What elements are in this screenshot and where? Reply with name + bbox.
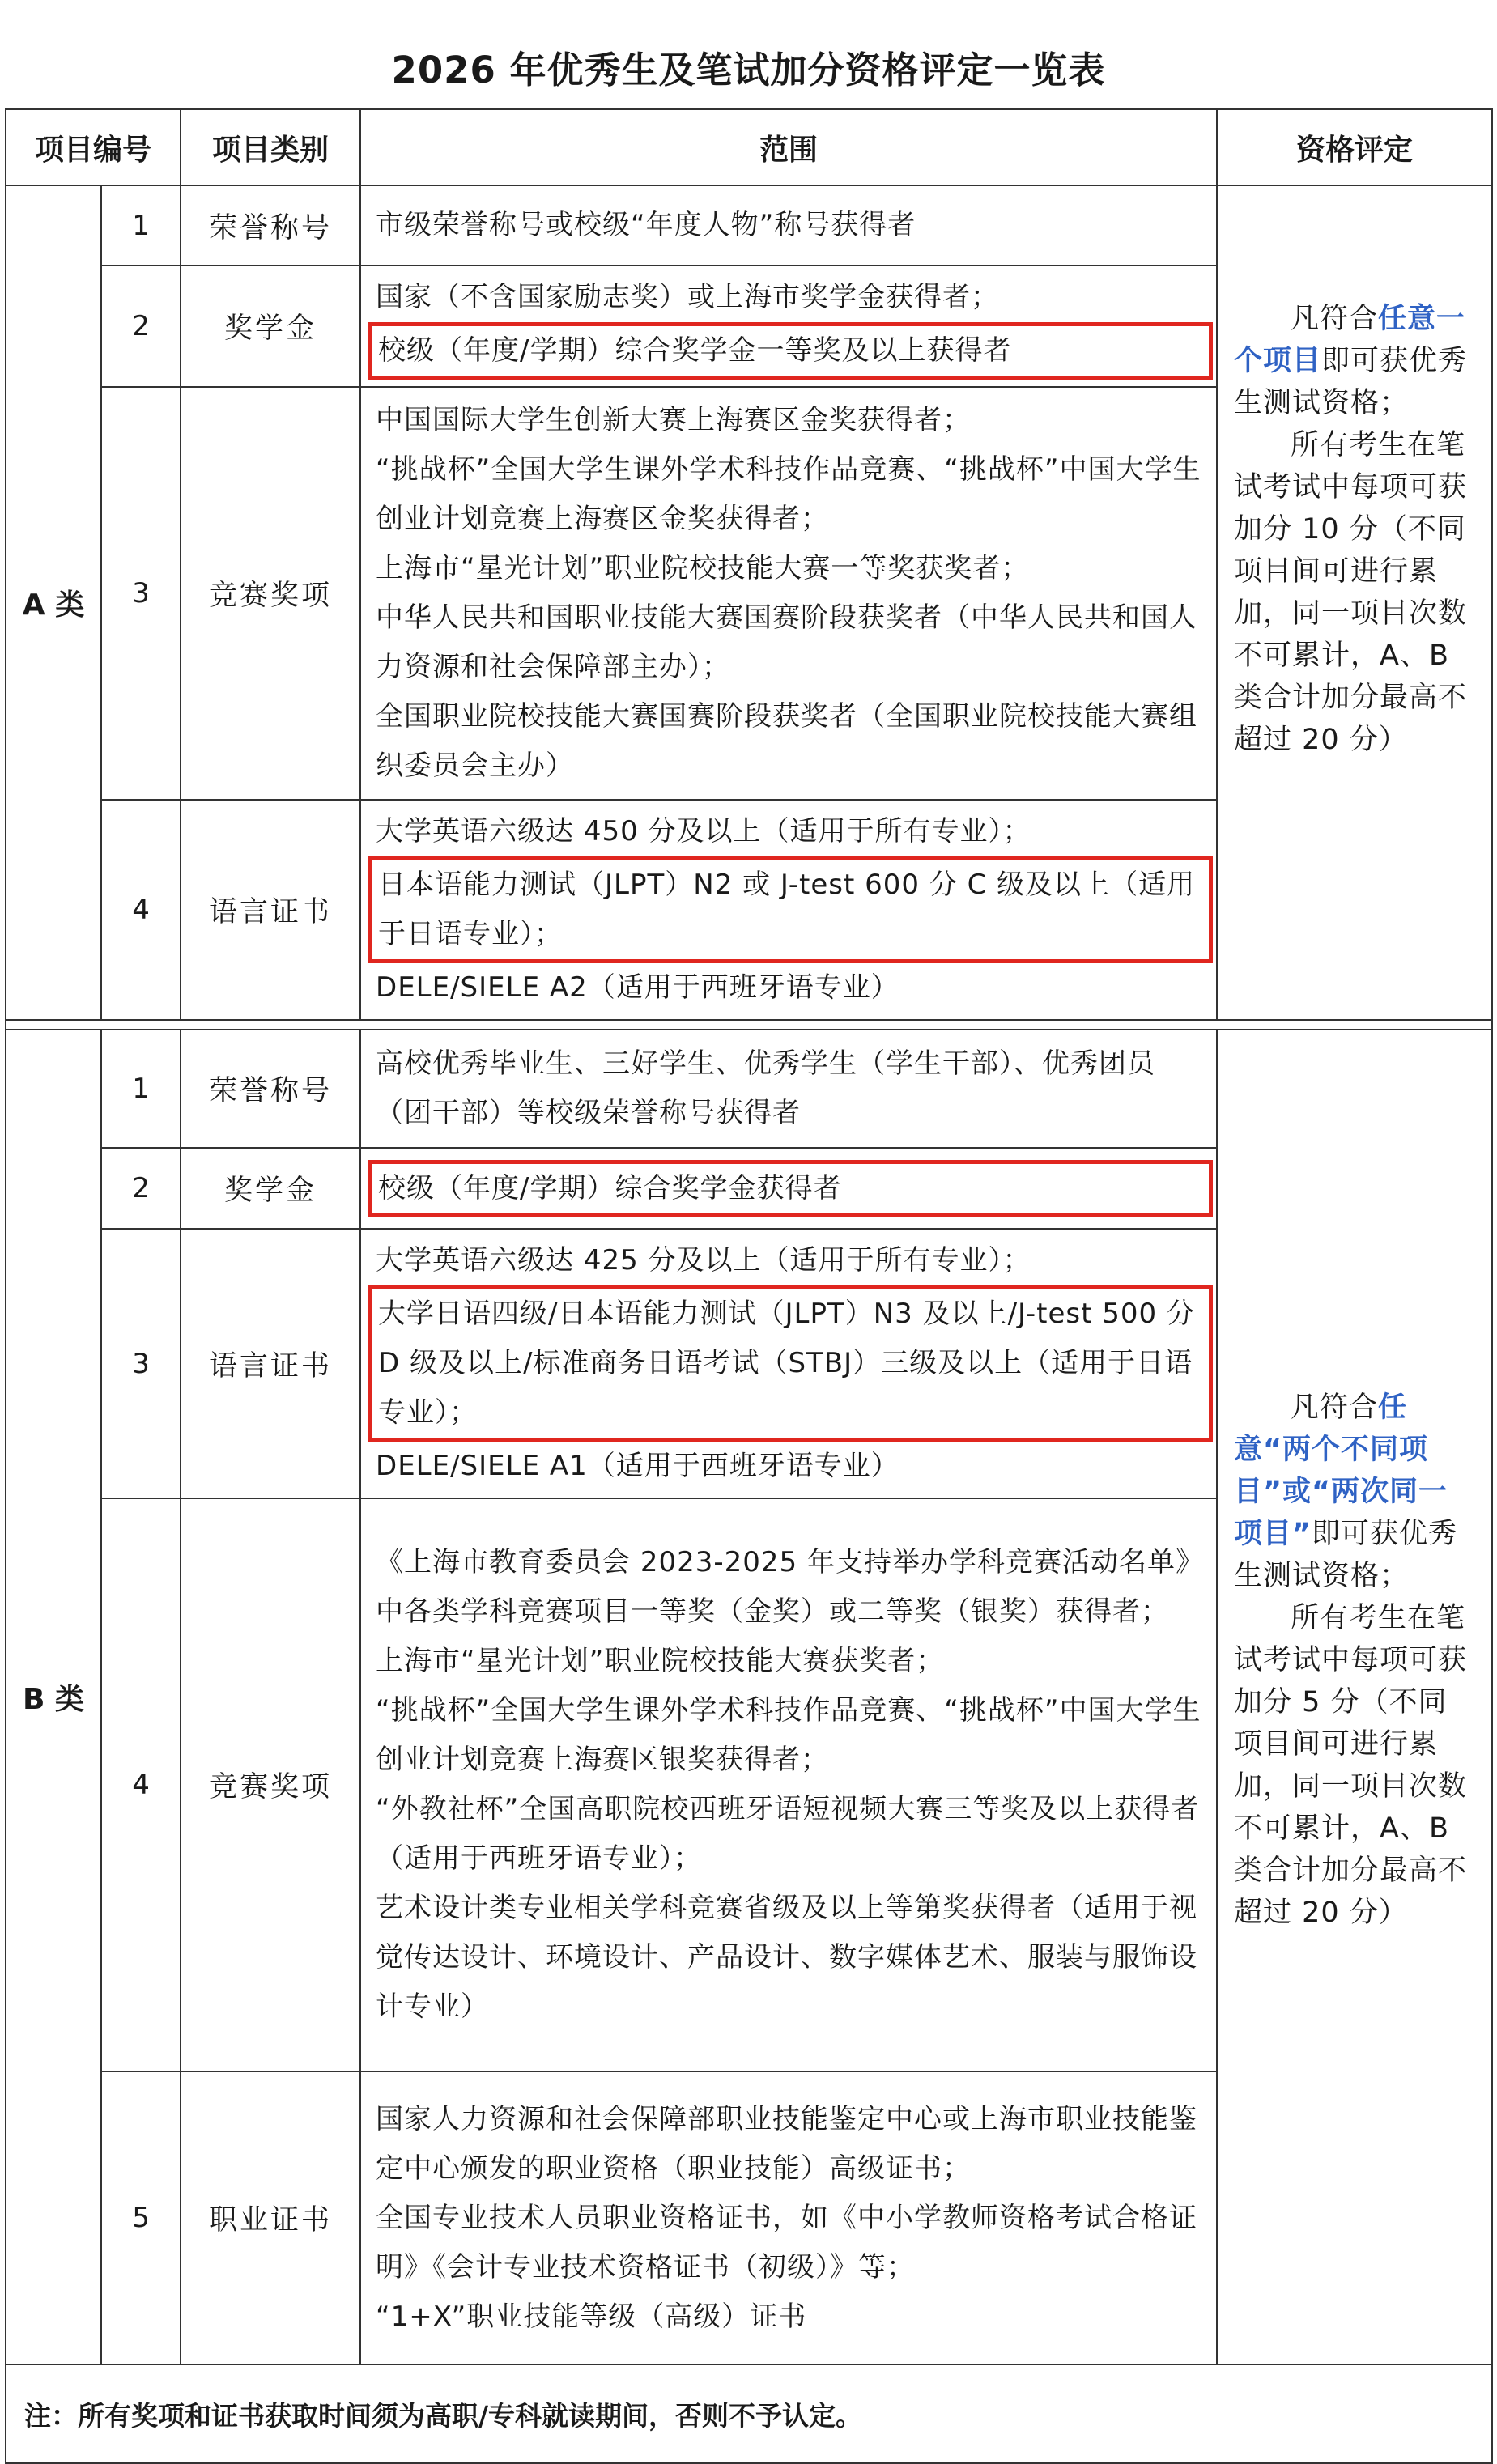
range-line: 国家（不含国家励志奖）或上海市奖学金获得者；	[376, 281, 1000, 313]
qual-text: 即可获优秀生测试资格；	[1234, 345, 1468, 419]
range-line: 全国专业技术人员职业资格证书，如《中小学教师资格考试合格证明》《会计专业技术资格证书（初级）》等；	[376, 2201, 1198, 2283]
row-type: 语言证书	[181, 800, 360, 1020]
header-range: 范围	[360, 109, 1217, 185]
range-line: DELE/SIELE A1（适用于西班牙语专业）	[376, 1450, 899, 1482]
qual-text: 凡符合	[1291, 1391, 1379, 1424]
row-range	[360, 266, 1217, 387]
range-line: 艺术设计类专业相关学科竞赛省级及以上等第奖获得者（适用于视觉传达设计、环境设计、产品设计、数字媒体艺术、服装与服饰设计专业）	[376, 1892, 1198, 2023]
qual-bonus-text: 所有考生在笔试考试中每项可获加分 5 分（不同项目间可进行累加，同一项目次数不可累计，A、B 类合计加分最高不超过 20 分）	[1234, 1602, 1468, 1929]
category-b-label: B 类	[6, 1030, 101, 2364]
table-row	[6, 185, 1492, 266]
row-range	[360, 1498, 1217, 2071]
row-range	[360, 185, 1217, 266]
qualification-a	[1217, 185, 1492, 1020]
row-number: 3	[101, 387, 181, 800]
header-project-id: 项目编号	[6, 109, 181, 185]
highlighted-range-line: 大学日语四级/日本语能力测试（JLPT）N3 及以上/J-test 500 分 D 级及以上/标准商务日语考试（STBJ）三级及以上（适用于日语专业）；	[368, 1285, 1213, 1442]
qual-text: 即可获优秀生测试资格；	[1234, 1518, 1458, 1592]
row-number: 1	[101, 1030, 181, 1148]
highlighted-range-line: 日本语能力测试（JLPT）N2 或 J-test 600 分 C 级及以上（适用于日语专业）；	[368, 856, 1213, 963]
row-range	[360, 1030, 1217, 1148]
row-type: 荣誉称号	[181, 1030, 360, 1148]
qualification-b	[1217, 1030, 1492, 2364]
range-line: 全国职业院校技能大赛国赛阶段获奖者（全国职业院校技能大赛组织委员会主办）	[376, 700, 1198, 782]
range-line: 上海市“星光计划”职业院校技能大赛获奖者；	[376, 1645, 945, 1677]
highlighted-range-line: 校级（年度/学期）综合奖学金一等奖及以上获得者	[368, 322, 1213, 380]
row-number: 1	[101, 185, 181, 266]
range-line: 市级荣誉称号或校级“年度人物”称号获得者	[376, 209, 916, 241]
row-type: 竞赛奖项	[181, 387, 360, 800]
range-line: “外教社杯”全国高职院校西班牙语短视频大赛三等奖及以上获得者（适用于西班牙语专业）；	[376, 1793, 1200, 1875]
row-range	[360, 387, 1217, 800]
row-range	[360, 1229, 1217, 1498]
row-number: 4	[101, 1498, 181, 2071]
table-row	[6, 1030, 1492, 1148]
category-a-label: A 类	[6, 185, 101, 1020]
row-number: 2	[101, 1148, 181, 1229]
highlighted-range-line: 校级（年度/学期）综合奖学金获得者	[368, 1160, 1213, 1217]
qual-text: 凡符合	[1291, 303, 1379, 335]
row-number: 5	[101, 2071, 181, 2364]
page-title: 2026 年优秀生及笔试加分资格评定一览表	[391, 49, 1106, 91]
row-number: 2	[101, 266, 181, 387]
qual-bonus-text: 所有考生在笔试考试中每项可获加分 10 分（不同项目间可进行累加，同一项目次数不可累计，A、B 类合计加分最高不超过 20 分）	[1234, 429, 1468, 756]
range-line: 大学英语六级达 425 分及以上（适用于所有专业）；	[376, 1244, 1031, 1277]
range-line: 大学英语六级达 450 分及以上（适用于所有专业）；	[376, 815, 1031, 848]
row-type: 奖学金	[181, 266, 360, 387]
range-line: 高校优秀毕业生、三好学生、优秀学生（学生干部）、优秀团员（团干部）等校级荣誉称号获得者	[376, 1047, 1156, 1129]
range-line: 中国国际大学生创新大赛上海赛区金奖获得者；	[376, 404, 972, 436]
row-range	[360, 800, 1217, 1020]
note-row	[6, 2364, 1492, 2463]
qual-emphasis: 任意一个项目	[1234, 303, 1466, 377]
footnote: 注：所有奖项和证书获取时间须为高职/专科就读期间，否则不予认定。	[6, 2364, 1492, 2463]
header-project-type: 项目类别	[181, 109, 360, 185]
range-line: “1+X”职业技能等级（高级）证书	[376, 2300, 807, 2333]
table-header-row	[6, 109, 1492, 185]
range-line: “挑战杯”全国大学生课外学术科技作品竞赛、“挑战杯”中国大学生创业计划竞赛上海赛区银奖获得者；	[376, 1694, 1201, 1776]
range-line: 中华人民共和国职业技能大赛国赛阶段获奖者（中华人民共和国人力资源和社会保障部主办）；	[376, 601, 1198, 683]
row-type: 荣誉称号	[181, 185, 360, 266]
row-type: 职业证书	[181, 2071, 360, 2364]
row-type: 奖学金	[181, 1148, 360, 1229]
row-range	[360, 1148, 1217, 1229]
header-qualification: 资格评定	[1217, 109, 1492, 185]
qual-emphasis: 任意“两个不同项目”或“两次同一项目”	[1234, 1391, 1448, 1550]
range-line: DELE/SIELE A2（适用于西班牙语专业）	[376, 971, 899, 1004]
qualification-table	[5, 108, 1493, 2464]
row-number: 3	[101, 1229, 181, 1498]
row-type: 语言证书	[181, 1229, 360, 1498]
range-line: 上海市“星光计划”职业院校技能大赛一等奖获奖者；	[376, 552, 1030, 584]
row-range	[360, 2071, 1217, 2364]
row-type: 竞赛奖项	[181, 1498, 360, 2071]
range-line: “挑战杯”全国大学生课外学术科技作品竞赛、“挑战杯”中国大学生创业计划竞赛上海赛区金奖获得者；	[376, 453, 1201, 535]
row-number: 4	[101, 800, 181, 1020]
range-line: 国家人力资源和社会保障部职业技能鉴定中心或上海市职业技能鉴定中心颁发的职业资格（职业技能）高级证书；	[376, 2102, 1198, 2185]
section-separator	[6, 1020, 1492, 1030]
range-line: 《上海市教育委员会 2023-2025 年支持举办学科竞赛活动名单》中各类学科竞赛项目一等奖（金奖）或二等奖（银奖）获得者；	[376, 1546, 1204, 1628]
